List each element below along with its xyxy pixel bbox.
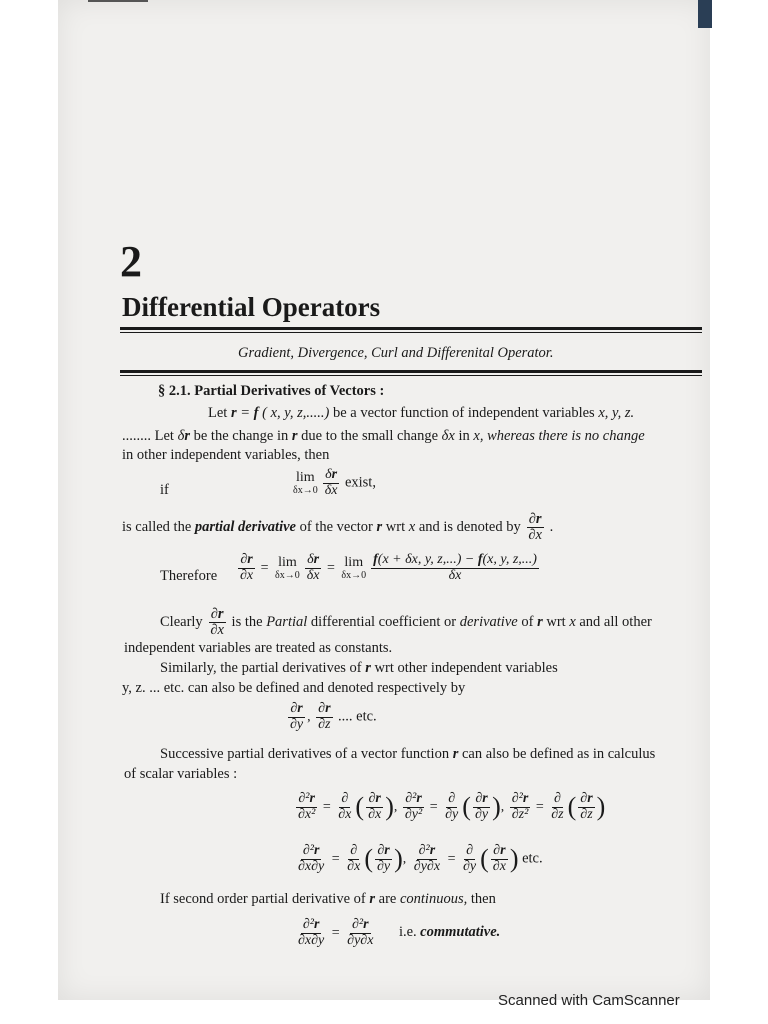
scalar-line: of scalar variables : <box>124 766 238 782</box>
paragraph-line-2: ........ Let δr be the change in r due to the small change δx in x, whereas there is no change <box>122 428 645 444</box>
subtitle-rule-thin <box>120 375 702 376</box>
limit-expression: lim δx→0 $\frac{\delta r}{\delta x}$ exist, <box>293 467 376 498</box>
section-heading: § 2.1. Partial Derivatives of Vectors : <box>158 383 385 399</box>
commutative-equation: $\frac{\text{∂²r}}{\partial x\partial y}$ = $\frac{\text{∂²r}}{\partial y\partial x}$ i.e. commutative. <box>298 917 501 948</box>
chapter-subtitle: Gradient, Divergence, Curl and Differenital Operator. <box>238 345 554 361</box>
independent-variables-line: independent variables are treated as constants. <box>124 640 393 656</box>
clearly-paragraph: Clearly $\frac{\partial r}{\partial x}$ is the Partial differential coefficient or derivative of r wrt x and all other <box>160 606 652 639</box>
if-second-order-line: If second order partial derivative of r are continuous, then <box>160 891 496 907</box>
partial-derivative-definition: is called the partial derivative of the vector r wrt x and is denoted by $\frac{\partial r}{\partial x}$ . <box>122 511 554 544</box>
title-rule-thick <box>120 327 702 330</box>
top-edge-mark <box>88 0 148 5</box>
if-label: if <box>160 482 169 498</box>
second-derivatives-row-1: $\frac{\text{∂²r}}{\text{∂x²}}$ = $\frac{\partial}{\partial x}$ ( $\frac{\partial r}{\partial x}$ ), $\frac{\text{∂²r}}{\text{∂y²}}$ = $\frac{\partial}{\partial y}$ ( $\frac{\partial r}{\partial y}$ ), $\frac{\text{∂²r}}{\text{∂z²}}$ = $\frac{\partial}{\partial z}$ ( $\frac{\partial r}{\partial z}$ ) <box>298 791 606 822</box>
chapter-title: Differential Operators <box>122 292 381 322</box>
camscanner-watermark: Scanned with CamScanner <box>498 992 680 1009</box>
therefore-equation: $\frac{\partial r}{\partial x}$ = lim δx→0 $\frac{\delta r}{\delta x}$ = lim δx→0 $\frac{f(x + \delta x, y, z,...) - f(x, y, z,...)}{\delta x}$ <box>240 552 537 583</box>
second-derivatives-row-2: $\frac{\text{∂²r}}{\partial x\partial y}$ = $\frac{\partial}{\partial x}$ ( $\frac{\partial r}{\partial y}$ ), $\frac{\text{∂²r}}{\partial y\partial x}$ = $\frac{\partial}{\partial y}$ ( $\frac{\partial r}{\partial x}$ ) etc. <box>298 843 543 874</box>
subtitle-rule-thick <box>120 370 702 373</box>
yz-line: y, z. ... etc. can also be defined and denoted respectively by <box>122 680 466 696</box>
paragraph-line-3: in other independent variables, then <box>122 447 330 463</box>
paragraph-line-1: Let r = f ( x, y, z,.....) be a vector function of independent variables x, y, z. <box>208 405 635 421</box>
partial-yz-notation: $\frac{\partial r}{\partial y}$ , $\frac{\partial r}{\partial z}$ .... etc. <box>290 701 377 732</box>
similarly-line: Similarly, the partial derivatives of r wrt other independent variables <box>160 660 558 676</box>
title-rule-thin <box>120 332 702 333</box>
page-edge-shadow <box>698 0 712 28</box>
chapter-number: 2 <box>120 237 142 286</box>
successive-line: Successive partial derivatives of a vector function r can also be defined as in calculus <box>160 746 656 762</box>
therefore-label: Therefore <box>160 568 218 584</box>
